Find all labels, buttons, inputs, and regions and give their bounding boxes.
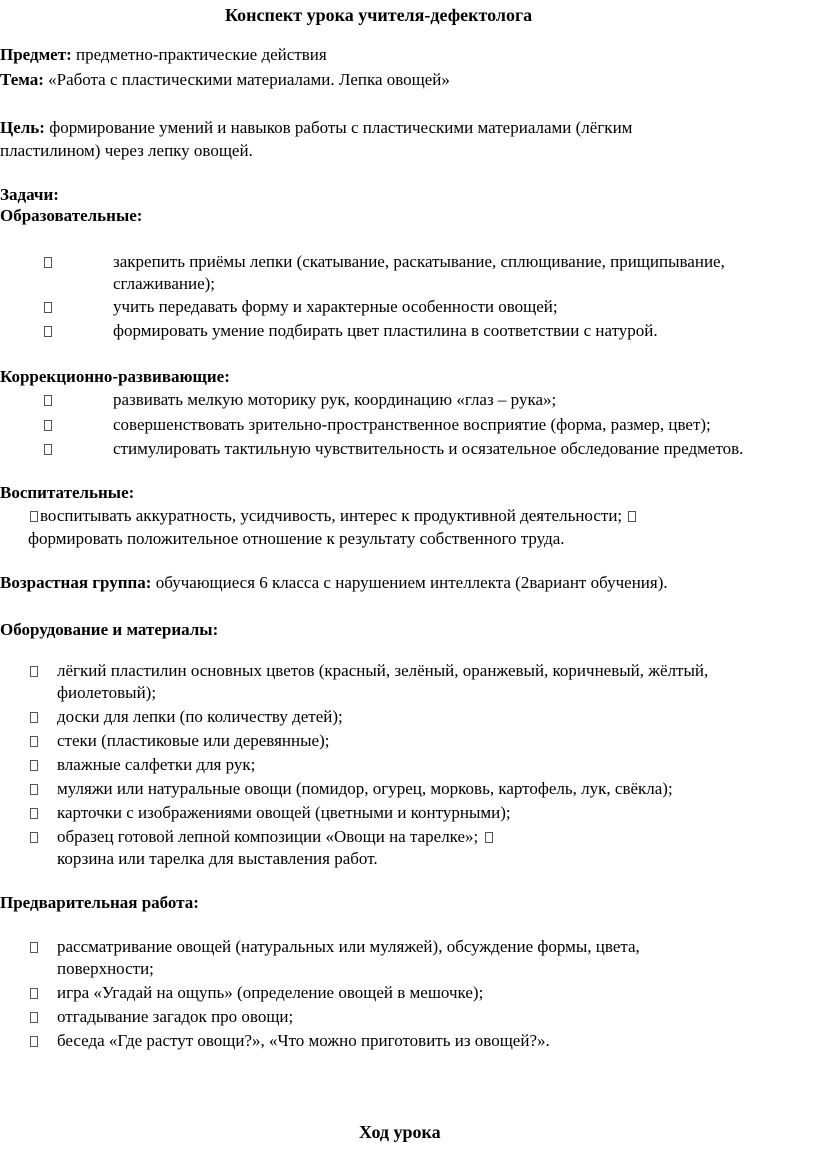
list-item: учить передавать форму и характерные особенности овощей; bbox=[113, 297, 558, 316]
bullet-icon bbox=[44, 395, 52, 406]
tasks-heading: Задачи: bbox=[0, 185, 59, 204]
bullet-icon bbox=[30, 666, 38, 677]
list-item: доски для лепки (по количеству детей); bbox=[57, 707, 343, 726]
list-item-text: образец готовой лепной композиции «Овощи на тарелке»; bbox=[57, 827, 479, 846]
list-item-continued: поверхности; bbox=[57, 959, 154, 978]
list-item: стеки (пластиковые или деревянные); bbox=[57, 731, 330, 750]
goal-label: Цель: bbox=[0, 118, 45, 137]
lesson-heading: Ход урока bbox=[359, 1122, 441, 1142]
bullet-icon bbox=[628, 511, 636, 522]
topic-label: Тема: bbox=[0, 70, 44, 89]
list-item: карточки с изображениями овощей (цветными и контурными); bbox=[57, 803, 511, 822]
bullet-icon bbox=[30, 942, 38, 953]
list-item: беседа «Где растут овощи?», «Что можно приготовить из овощей?». bbox=[57, 1031, 550, 1050]
list-item: корзина или тарелка для выставления работ. bbox=[57, 849, 378, 868]
goal-line bbox=[0, 117, 632, 139]
bullet-icon bbox=[44, 420, 52, 431]
upbringing-line-2: формировать положительное отношение к результату собственного труда. bbox=[28, 529, 565, 548]
list-item-continued: фиолетовый); bbox=[57, 683, 157, 702]
list-item: стимулировать тактильную чувствительность и осязательное обследование предметов. bbox=[113, 439, 744, 458]
bullet-icon bbox=[30, 712, 38, 723]
list-item: лёгкий пластилин основных цветов (красный, зелёный, оранжевый, коричневый, жёлтый, bbox=[57, 661, 709, 680]
upbringing-heading: Воспитательные: bbox=[0, 483, 135, 502]
upbringing-line bbox=[28, 505, 638, 527]
list-item: рассматривание овощей (натуральных или муляжей), обсуждение формы, цвета, bbox=[57, 937, 640, 956]
subject-label: Предмет: bbox=[0, 45, 72, 64]
goal-text: формирование умений и навыков работы с пластическими материалами (лёгким bbox=[44, 118, 633, 137]
age-group-value: обучающиеся 6 класса с нарушением интеллекта (2вариант обучения). bbox=[151, 573, 668, 592]
bullet-icon bbox=[30, 511, 38, 522]
goal-text-continued: пластилином) через лепку овощей. bbox=[0, 141, 253, 160]
upbringing-text: воспитывать аккуратность, усидчивость, интерес к продуктивной деятельности; bbox=[40, 506, 623, 525]
list-item: отгадывание загадок про овощи; bbox=[57, 1007, 294, 1026]
subject-value: предметно-практические действия bbox=[71, 45, 327, 64]
document-title: Конспект урока учителя-дефектолога bbox=[225, 5, 533, 25]
bullet-icon bbox=[44, 326, 52, 337]
bullet-icon bbox=[30, 784, 38, 795]
bullet-icon bbox=[30, 760, 38, 771]
bullet-icon bbox=[30, 1012, 38, 1023]
corrective-heading: Коррекционно-развивающие: bbox=[0, 367, 230, 386]
list-item-continued: сглаживание); bbox=[113, 274, 215, 293]
topic-line bbox=[0, 69, 450, 91]
list-item: формировать умение подбирать цвет пластилина в соответствии с натурой. bbox=[113, 321, 658, 340]
prelim-heading: Предварительная работа: bbox=[0, 893, 199, 912]
list-item: закрепить приёмы лепки (скатывание, раскатывание, сплющивание, прищипывание, bbox=[113, 252, 725, 271]
subject-line bbox=[0, 44, 327, 66]
list-item: игра «Угадай на ощупь» (определение овощей в мешочке); bbox=[57, 983, 484, 1002]
bullet-icon bbox=[30, 988, 38, 999]
bullet-icon bbox=[30, 808, 38, 819]
bullet-icon bbox=[30, 832, 38, 843]
bullet-icon bbox=[44, 302, 52, 313]
bullet-icon bbox=[30, 736, 38, 747]
educational-heading: Образовательные: bbox=[0, 206, 143, 225]
bullet-icon bbox=[485, 832, 493, 843]
list-item: влажные салфетки для рук; bbox=[57, 755, 256, 774]
equipment-heading: Оборудование и материалы: bbox=[0, 620, 219, 639]
topic-value: «Работа с пластическими материалами. Лепка овощей» bbox=[43, 70, 450, 89]
list-item bbox=[57, 826, 495, 848]
list-item: муляжи или натуральные овощи (помидор, огурец, морковь, картофель, лук, свёкла); bbox=[57, 779, 673, 798]
age-group-label: Возрастная группа: bbox=[0, 573, 152, 592]
bullet-icon bbox=[44, 444, 52, 455]
bullet-icon bbox=[30, 1036, 38, 1047]
list-item: развивать мелкую моторику рук, координацию «глаз – рука»; bbox=[113, 390, 557, 409]
bullet-icon bbox=[44, 257, 52, 268]
list-item: совершенствовать зрительно-пространственное восприятие (форма, размер, цвет); bbox=[113, 415, 711, 434]
age-group-line bbox=[0, 572, 668, 594]
